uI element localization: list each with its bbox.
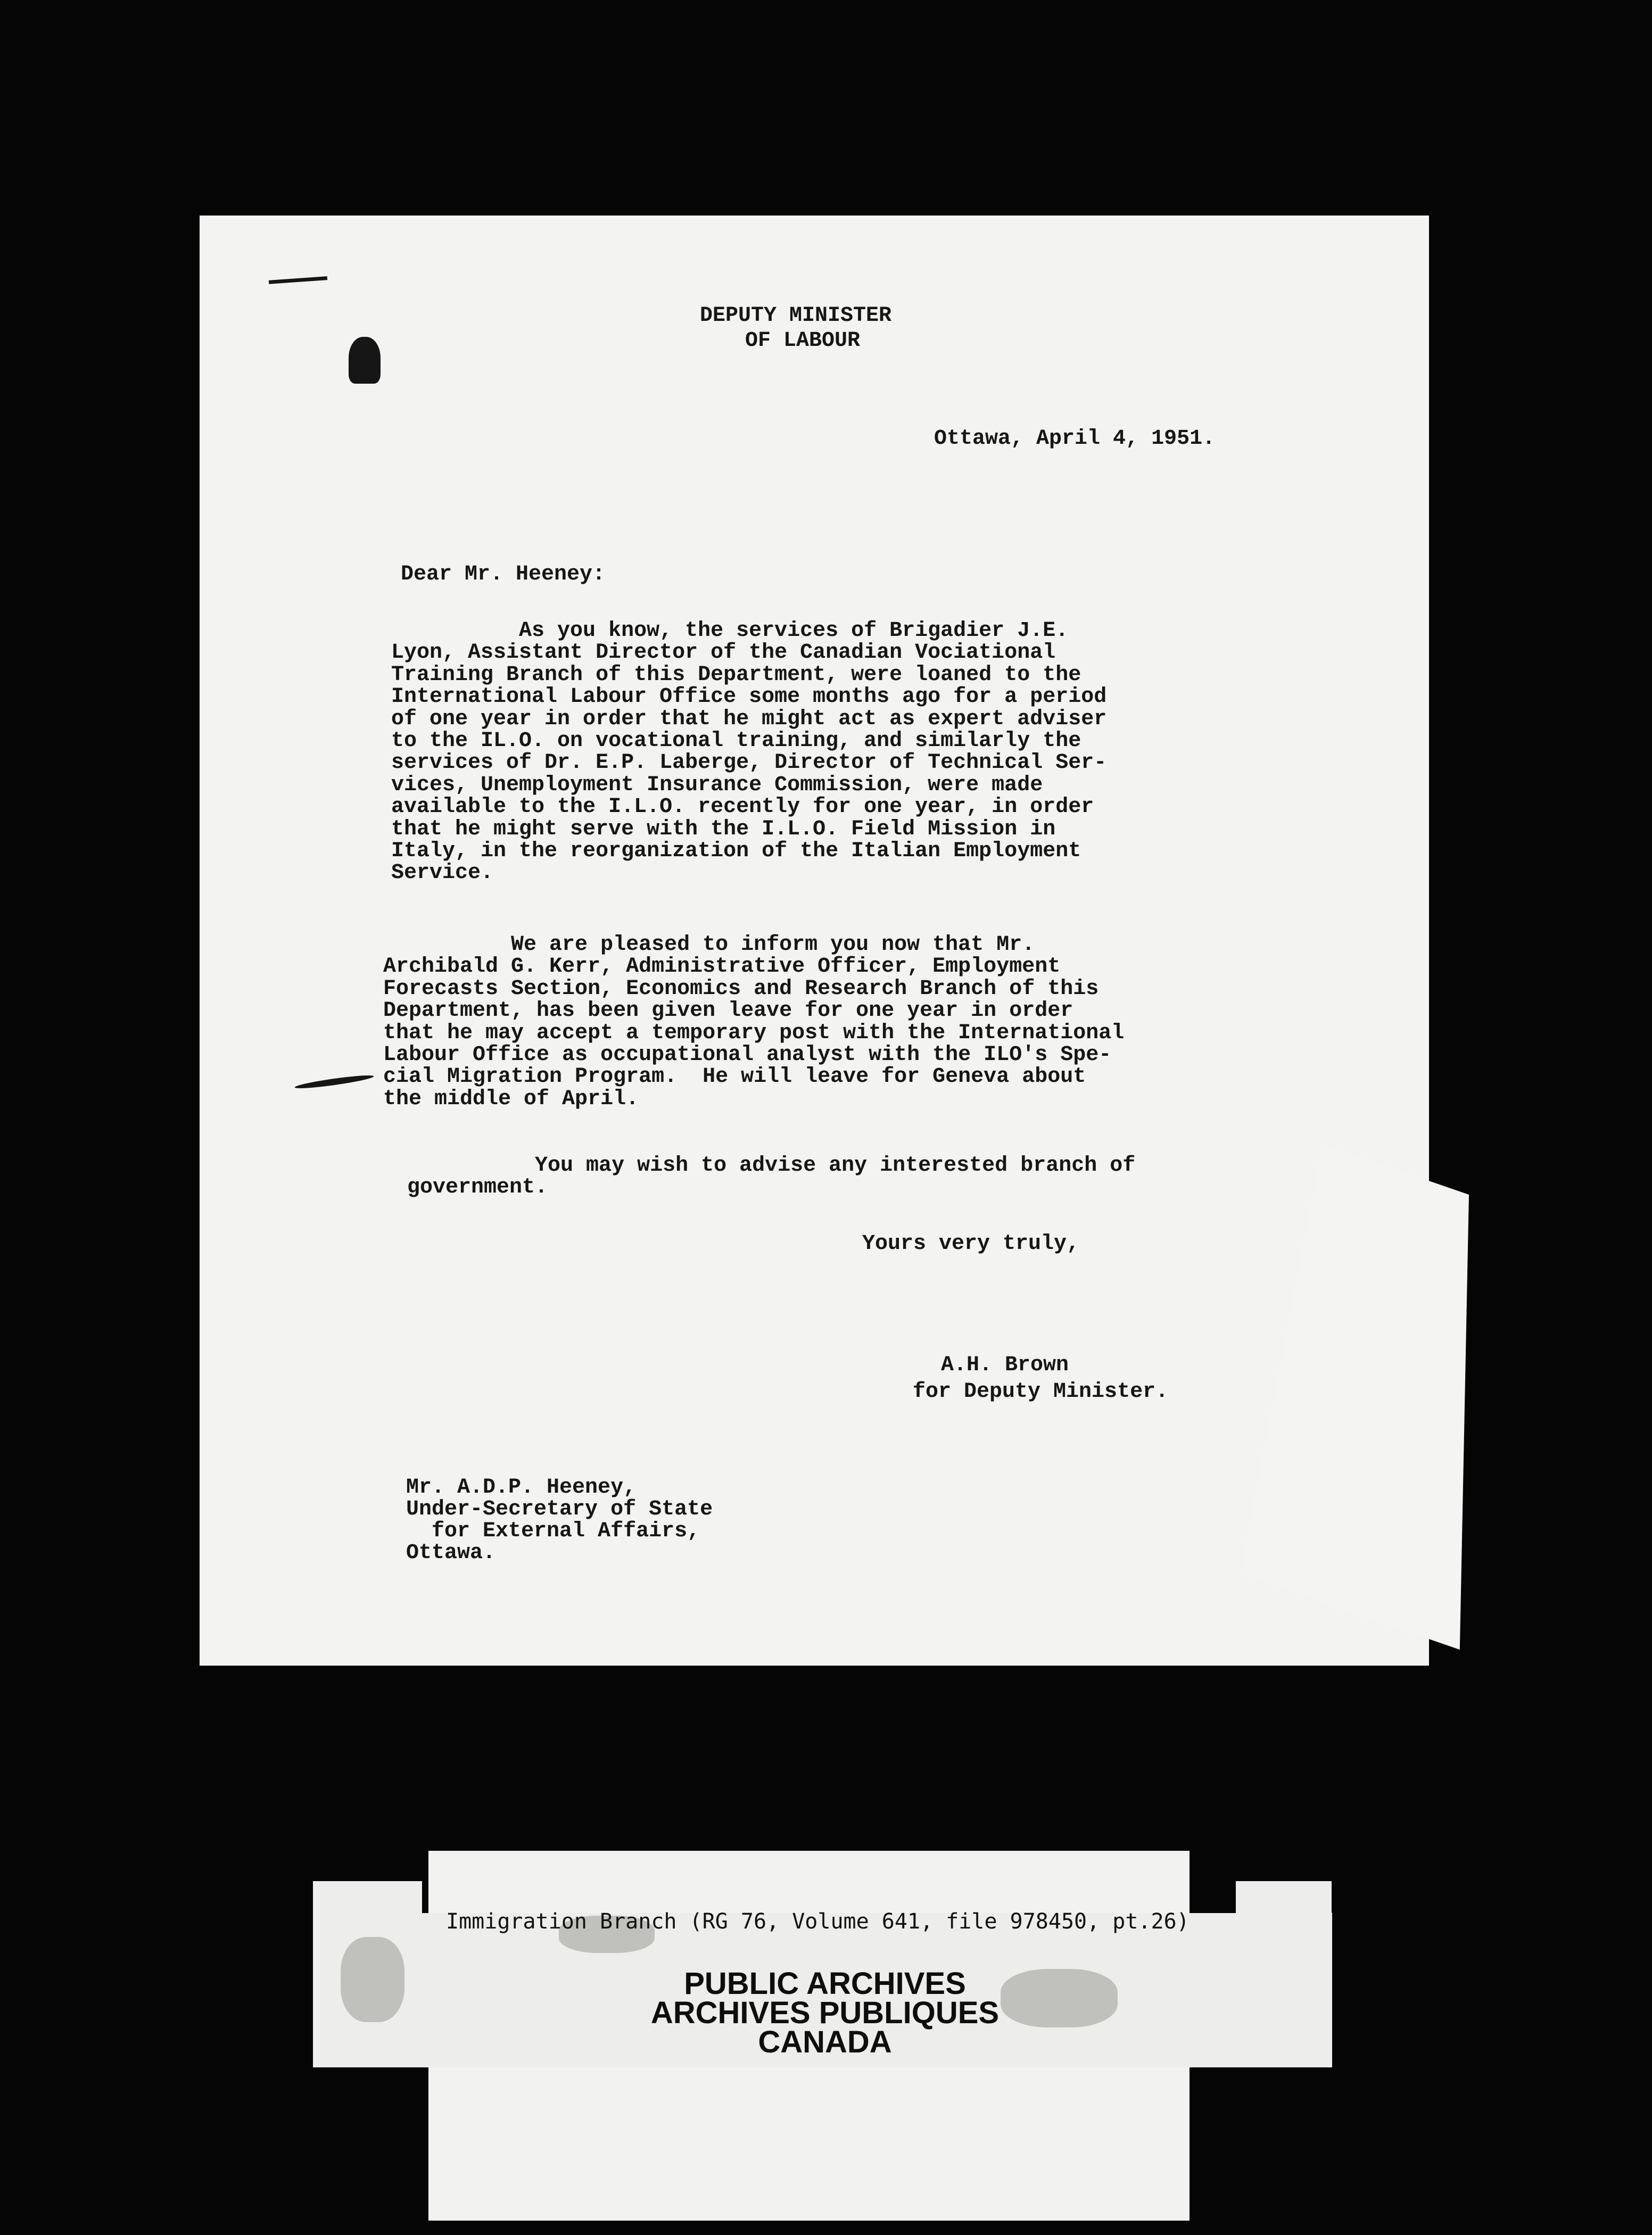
recipient-dept: for External Affairs, — [406, 1519, 700, 1543]
archives-stamp — [612, 1966, 1038, 2059]
signer-title: for Deputy Minister. — [913, 1380, 1169, 1404]
stamp-line-3: CANADA — [758, 2025, 892, 2059]
letterhead-line1: DEPUTY MINISTER — [700, 304, 892, 328]
paragraph-2: We are pleased to inform you now that Mr. Archibald G. Kerr, Administrative Officer, Employment Forecasts Section, Economics and Research Branch of this Department, has been given leave for one year in order that he may accept a temporary post with the International Labour Office as occupational analyst with the ILO's Spe- cial Migration Program. He will leave for Geneva about the middle of April. — [383, 933, 1125, 1111]
letter-date: Ottawa, April 4, 1951. — [934, 427, 1216, 451]
tape-wear — [341, 1937, 404, 2022]
closing: Yours very truly, — [862, 1232, 1080, 1256]
stamp-line-2: ARCHIVES PUBLIQUES — [650, 1996, 1000, 2030]
ink-mark — [269, 276, 327, 284]
recipient-title: Under-Secretary of State — [406, 1497, 713, 1521]
recipient-city: Ottawa. — [406, 1541, 496, 1565]
letterhead-line2: OF LABOUR — [745, 329, 861, 353]
letter-page — [200, 216, 1429, 1666]
paragraph-1: As you know, the services of Brigadier J.E. Lyon, Assistant Director of the Canadian Vociational Training Branch of this Department, were loaned to the International Labour Office some months ago for a period of one year in order that he might act as expert adviser to the IL.O. on vocational training, and similarly the services of Dr. E.P. Laberge, Director of Technical Ser- vices, Unemployment Insurance Commission, were made available to the I.L.O. recently for one year, in order that he might serve with the I.L.O. Field Mission in Italy, in the reorganization of the Italian Employment Service. — [391, 619, 1107, 885]
punch-hole-mark — [349, 337, 381, 384]
ink-smudge — [294, 1073, 374, 1091]
paragraph-3: You may wish to advise any interested branch of government. — [407, 1154, 1136, 1200]
stamp-line-1: PUBLIC ARCHIVES — [684, 1966, 966, 2001]
signer-name: A.H. Brown — [941, 1353, 1069, 1377]
recipient-name: Mr. A.D.P. Heeney, — [406, 1476, 637, 1500]
archive-reference: Immigration Branch (RG 76, Volume 641, file 978450, pt.26) — [446, 1909, 1190, 1934]
salutation: Dear Mr. Heeney: — [401, 562, 606, 586]
